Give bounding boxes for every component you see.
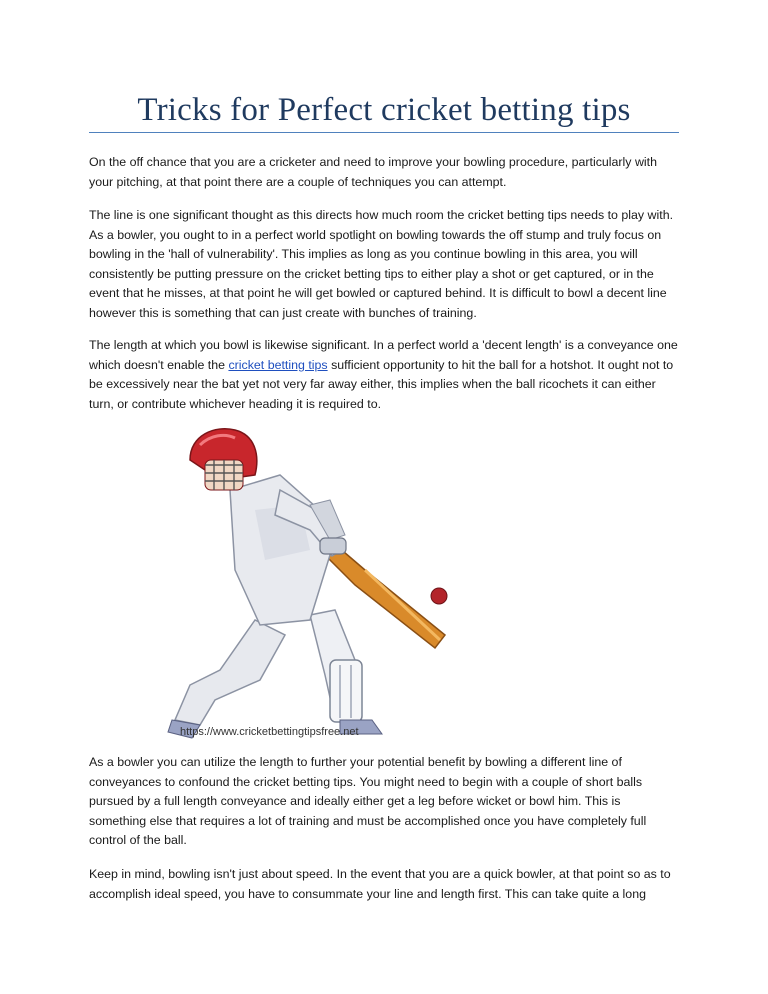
paragraph-3-text-before: The length at which you bowl is likewise significant. In a perfect world a 'decent length' is a conveyance one which doesn't enable the	[89, 338, 678, 372]
page-title: Tricks for Perfect cricket betting tips	[137, 92, 631, 128]
helmet-icon	[190, 429, 257, 490]
cricket-betting-tips-link[interactable]: cricket betting tips	[228, 357, 328, 372]
cricket-batsman-illustration	[160, 420, 460, 742]
paragraph-5: Keep in mind, bowling isn't just about speed. In the event that you are a quick bowler, at that point so as to accomplish ideal speed, you have to consummate your line and length first. This can take quite a long	[89, 867, 671, 901]
paragraph-3-text-after: sufficient opportunity to hit the ball for a hotshot. It ought not to be excessively near the bat yet not very far away either, this implies when the ball ricochets it can either turn, or contribute whichever heading it is required to.	[89, 357, 674, 411]
paragraph-1: On the off chance that you are a cricketer and need to improve your bowling procedure, particularly with your pitching, at that point there are a couple of techniques you can attempt.	[89, 155, 657, 189]
ball-icon	[431, 588, 447, 604]
paragraph-3	[89, 336, 681, 414]
title-underline	[89, 132, 679, 133]
paragraph-4: As a bowler you can utilize the length to further your potential benefit by bowling a different line of conveyances to confound the cricket betting tips. You might need to begin with a couple of short balls pursued by a full length conveyance and ideally either get a leg before wicket or bowl him. This is something else that requires a lot of training and must be accomplished once you have completely full control of the ball.	[89, 755, 647, 847]
image-watermark: https://www.cricketbettingtipsfree.net	[180, 726, 359, 738]
paragraph-2: The line is one significant thought as this directs how much room the cricket betting tips needs to play with. As a bowler, you ought to in a perfect world spotlight on bowling towards the off stump and truly focus on bowling in the 'hall of vulnerability'. This implies as long as you continue bowling in this area, you will consistently be putting pressure on the cricket betting tips to either play a shot or get captured, or in the event that he misses, at that point he will get bowled or captured behind. It is difficult to bowl a decent line however this is something that can just create with bunches of training.	[89, 208, 674, 320]
